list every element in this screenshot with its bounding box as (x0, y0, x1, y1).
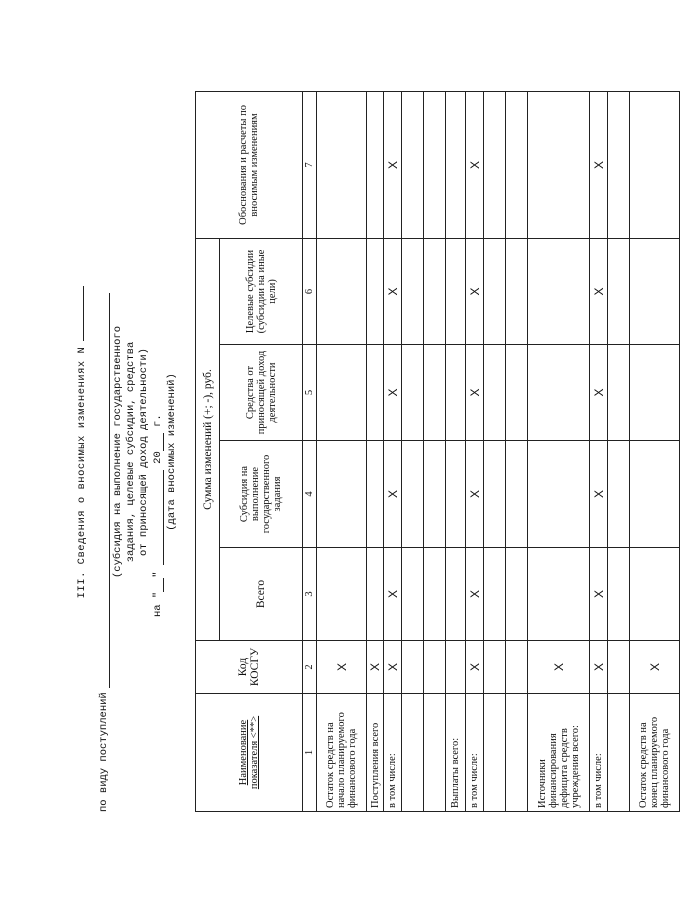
header-targeted-subsidies: Целевые субсидии (субсидии на иные цели) (220, 238, 303, 344)
date-quote-close: " (152, 571, 164, 578)
row-name (484, 694, 506, 812)
header-kosgu-code: Код КОСГУ (196, 641, 303, 694)
receipt-type-label: по виду поступлений (98, 692, 110, 812)
table-row (424, 91, 446, 811)
row-justification: X (590, 91, 608, 238)
row-justification (484, 91, 506, 238)
row-total: X (384, 548, 402, 641)
row-justification (446, 91, 466, 238)
row-name: Поступления всего (367, 694, 384, 812)
row-name: в том числе: (466, 694, 484, 812)
row-targeted (446, 238, 466, 344)
header-total: Всего (220, 548, 303, 641)
row-income: X (590, 345, 608, 441)
row-code: X (528, 641, 590, 694)
year-prefix: 20 (152, 451, 164, 464)
year-blank (152, 433, 164, 451)
row-targeted (608, 238, 630, 344)
row-code (402, 641, 424, 694)
date-line (152, 414, 164, 617)
row-justification (630, 91, 680, 238)
row-name: Остаток средств на начало планируемого финансового года (317, 694, 367, 812)
row-targeted: X (590, 238, 608, 344)
row-income (424, 345, 446, 441)
row-targeted (506, 238, 528, 344)
row-state-task (446, 441, 466, 548)
receipt-type-row (98, 293, 110, 812)
row-state-task (424, 441, 446, 548)
table-row (317, 91, 367, 811)
section-title-text: III. Сведения о вносимых изменениях N (76, 346, 88, 599)
row-state-task (630, 441, 680, 548)
row-justification (402, 91, 424, 238)
row-code (424, 641, 446, 694)
row-name: Источники финансирования дефицита средств учреждения всего: (528, 694, 590, 812)
number-blank (83, 286, 84, 341)
row-targeted (317, 238, 367, 344)
row-name: Выплаты всего: (446, 694, 466, 812)
month-blank (152, 470, 164, 565)
row-state-task (484, 441, 506, 548)
header-state-task-subsidy: Субсидия на выполнение государственного задания (220, 441, 303, 548)
row-total (528, 548, 590, 641)
row-total (630, 548, 680, 641)
row-income (367, 345, 384, 441)
col-number-1: 1 (303, 694, 317, 812)
table-row (608, 91, 630, 811)
row-code: X (367, 641, 384, 694)
table-row (506, 91, 528, 811)
row-code (608, 641, 630, 694)
section-title (76, 87, 88, 797)
header-indicator-name: Наименование показателя <**> (196, 694, 303, 812)
table-row (528, 91, 590, 811)
date-quote-open: " (152, 591, 164, 599)
row-state-task: X (384, 441, 402, 548)
col-number-3: 3 (303, 548, 317, 641)
row-name: в том числе: (384, 694, 402, 812)
year-suffix: г. (152, 414, 164, 427)
row-name (424, 694, 446, 812)
row-income (317, 345, 367, 441)
col-number-7: 7 (303, 91, 317, 238)
row-justification (317, 91, 367, 238)
row-targeted (630, 238, 680, 344)
row-income (402, 345, 424, 441)
row-targeted (424, 238, 446, 344)
col-number-6: 6 (303, 238, 317, 344)
row-income (446, 345, 466, 441)
subsidy-caption-1: (субсидия на выполнение государственного (112, 325, 124, 579)
row-income: X (466, 345, 484, 441)
table-row (402, 91, 424, 811)
row-targeted (367, 238, 384, 344)
row-targeted (402, 238, 424, 344)
table-row (384, 91, 402, 811)
row-code: X (630, 641, 680, 694)
day-blank (152, 578, 164, 592)
row-justification (367, 91, 384, 238)
row-state-task (317, 441, 367, 548)
changes-table (195, 91, 680, 812)
row-state-task: X (466, 441, 484, 548)
row-justification (506, 91, 528, 238)
row-income (608, 345, 630, 441)
row-total (317, 548, 367, 641)
row-name (402, 694, 424, 812)
header-income-activity: Средства от приносящей доход деятельности (220, 345, 303, 441)
col-number-5: 5 (303, 345, 317, 441)
row-state-task (402, 441, 424, 548)
row-code: X (317, 641, 367, 694)
row-total (608, 548, 630, 641)
row-income (506, 345, 528, 441)
row-justification (608, 91, 630, 238)
row-total: X (590, 548, 608, 641)
header-sum-group: Сумма изменений (+; -), руб. (196, 238, 220, 640)
row-state-task (608, 441, 630, 548)
row-total (484, 548, 506, 641)
row-name (608, 694, 630, 812)
row-code: X (590, 641, 608, 694)
row-targeted: X (466, 238, 484, 344)
row-state-task: X (590, 441, 608, 548)
subsidy-caption-3: от приносящей доход деятельности) (138, 348, 150, 556)
date-prefix: на (152, 604, 164, 617)
row-code (484, 641, 506, 694)
row-income (528, 345, 590, 441)
row-total: X (466, 548, 484, 641)
col-number-2: 2 (303, 641, 317, 694)
row-targeted (528, 238, 590, 344)
row-total (446, 548, 466, 641)
table-row (484, 91, 506, 811)
row-total (424, 548, 446, 641)
row-justification (528, 91, 590, 238)
table-body (317, 91, 680, 811)
row-state-task (367, 441, 384, 548)
row-name (506, 694, 528, 812)
row-targeted (484, 238, 506, 344)
form-header (70, 72, 195, 832)
date-caption: (дата вносимых изменений) (166, 373, 178, 531)
header-justification: Обоснования и расчеты по вносимым изменениям (196, 91, 303, 238)
row-total (506, 548, 528, 641)
rotated-page (60, 72, 671, 832)
row-justification (424, 91, 446, 238)
row-justification: X (466, 91, 484, 238)
row-code (446, 641, 466, 694)
row-income (484, 345, 506, 441)
receipt-type-blank (98, 293, 110, 688)
row-state-task (528, 441, 590, 548)
col-number-4: 4 (303, 441, 317, 548)
row-justification: X (384, 91, 402, 238)
table-row (466, 91, 484, 811)
table-row (630, 91, 680, 811)
subsidy-caption-2: задания, целевые субсидии, средства (125, 341, 137, 563)
row-code: X (384, 641, 402, 694)
table-row (590, 91, 608, 811)
row-total (367, 548, 384, 641)
row-total (402, 548, 424, 641)
row-state-task (506, 441, 528, 548)
row-code (506, 641, 528, 694)
table-row (446, 91, 466, 811)
row-code: X (466, 641, 484, 694)
table-row (367, 91, 384, 811)
row-name: в том числе: (590, 694, 608, 812)
row-income (630, 345, 680, 441)
row-name: Остаток средств на конец планируемого финансового года (630, 694, 680, 812)
row-income: X (384, 345, 402, 441)
row-targeted: X (384, 238, 402, 344)
